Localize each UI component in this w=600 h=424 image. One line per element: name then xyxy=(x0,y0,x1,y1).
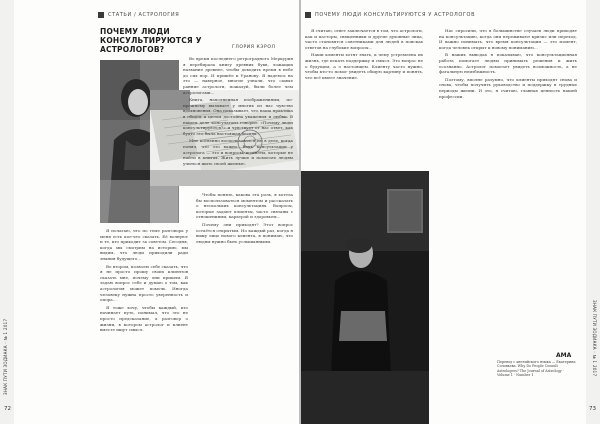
right-rubric: ПОЧЕМУ ЛЮДИ КОНСУЛЬТИРУЮТСЯ У АСТРОЛОГОВ xyxy=(315,12,476,18)
left-col1-p3: Я тоже хочу, чтобы каждый, кто начинает путь, понимал, что это не просто предсказание, а разговор о жизни, в котором астролог и клиент вместе ищут смысл. xyxy=(100,304,188,333)
translator-caption xyxy=(497,360,577,378)
right-rubric-marker xyxy=(305,12,311,18)
lead-p3: Мне косвенно воспользовался ею в деле, когда понял, что это важно. Ведь консультации у астролога — это и вопросы, и ответы, которые не найти в книгах. Жить лучше и помогать людям учиться жить своей жизнью. xyxy=(183,138,293,166)
lead-p1: Во время последнего ретроградного Меркурия я перебирала книгу древних букв, ложащих название древнее, чтобы доводить время в небе до сих пор. И пришёл к Уранову. Я надеюсь на это — наверное, многие узнали, что самые ранние астрологи, пожалуй, были более чем астрологами... xyxy=(183,56,293,95)
reading-figure-photo xyxy=(301,171,429,424)
rubric-marker xyxy=(98,12,104,18)
left-column-b xyxy=(196,192,293,244)
left-spine-text: ЗНАК ПУТИ ЗОДИАКА · № 1 2017 xyxy=(3,318,8,395)
right-col2-p2: В наших выводах я показываю, что консультационная работа помогает людям принимать решения и жить осознанно. Астролог помогает увидеть возможность, а не фатальную неизбежность. xyxy=(439,52,577,75)
right-col2-p1: Нас спросили, что в большинстве случаев люди приходят на консультацию, когда они переживают кризис или переход. И важно понимать, что время консультации — это момент, когда человек открыт к новому пониманию... xyxy=(439,28,577,50)
right-column-1 xyxy=(305,28,423,80)
right-page-number: 73 xyxy=(589,406,596,412)
right-col2-p3: Поэтому, вполне разумно, что клиенты приходят снова и снова, чтобы получить руководство и поддержку в трудные периоды жизни. И это, я считаю, главная ценность нашей профессии. xyxy=(439,76,577,99)
left-column-a xyxy=(100,228,188,333)
left-col2-p2: Почему они приходят? Этот вопрос остаётся открытым. Но каждый раз, когда я вижу лицо нового клиента, я понимаю, что людям нужно быть услышанными. xyxy=(196,221,293,244)
left-spine-strip xyxy=(0,0,14,424)
right-spine-text: ЗНАК ПУТИ ЗОДИАКА · № 1 2017 xyxy=(592,300,597,377)
left-col1-p2: Во втором, позволю себе сказать, что я не просто прошу своих клиентов сказать мне, почему они пришли. Я задаю вопрос себе и думаю о том, как астрология может помочь. Иногда человеку нужна просто уверенность и опора... xyxy=(100,263,188,303)
right-col1-p1: Я считаю, ответ заключается в том, что астрологи, как и пасторы, священники и другие духовные лица, часто становятся советниками для людей в поисках ответов на глубокие вопросы... xyxy=(305,28,423,50)
left-col1-p1: Я полагаю, что по теме разговора у меня есть кое-что сказать. Её волнуют и те, кто приходит за советом. Сегодня, когда мы смотрим на историю, мы видим, что люди приходили ради знания будущего... xyxy=(100,228,188,261)
lead-p2: Книга, наполненная изображениями, по-прежнему вызывает у многих из нас чувство вдохновения. Она показывает, что наша практика в общем и целом достойна уважения и любви. В нашем деле консультант говорит: «Почему люди консультируются?» и чувствует от нас ответ, как будто это была настоящая беседа... xyxy=(183,97,293,136)
article-headline: ПОЧЕМУ ЛЮДИ КОНСУЛЬТИРУЮТСЯ У АСТРОЛОГОВ? xyxy=(100,27,202,54)
left-col2-p1: Чтобы понять, какова эта роль, я хотела бы воспользоваться моментом и рассказать о нескольких консультациях. Вопросы, которые задают клиенты, часто связаны с отношениями, карьерой и здоровьем... xyxy=(196,192,293,220)
brand-mark: АМА xyxy=(556,352,572,359)
left-page-number: 72 xyxy=(4,406,11,412)
left-column-lead xyxy=(183,56,293,166)
left-rubric: СТАТЬИ / АСТРОЛОГИЯ xyxy=(108,12,180,18)
right-col1-p2: Наши клиенты хотят знать, к чему устремлена их жизнь, где искать поддержку и смысл. Это вопрос не о будущем, а о настоящем. Клиенту часто нужно, чтобы кто-то помог увидеть общую картину и понять, что всё имеет значение. xyxy=(305,52,423,80)
caption-text: Перевод с английского языка — Екатерина Соловьева. Why Do People Consult Astrologers? The Journal of Astrology · Volume 1 · Number 1 xyxy=(497,360,576,378)
right-spine-strip xyxy=(586,0,600,424)
right-column-2 xyxy=(439,28,577,99)
article-author: ГЛОРИЯ КЭРОЛ xyxy=(232,45,276,50)
